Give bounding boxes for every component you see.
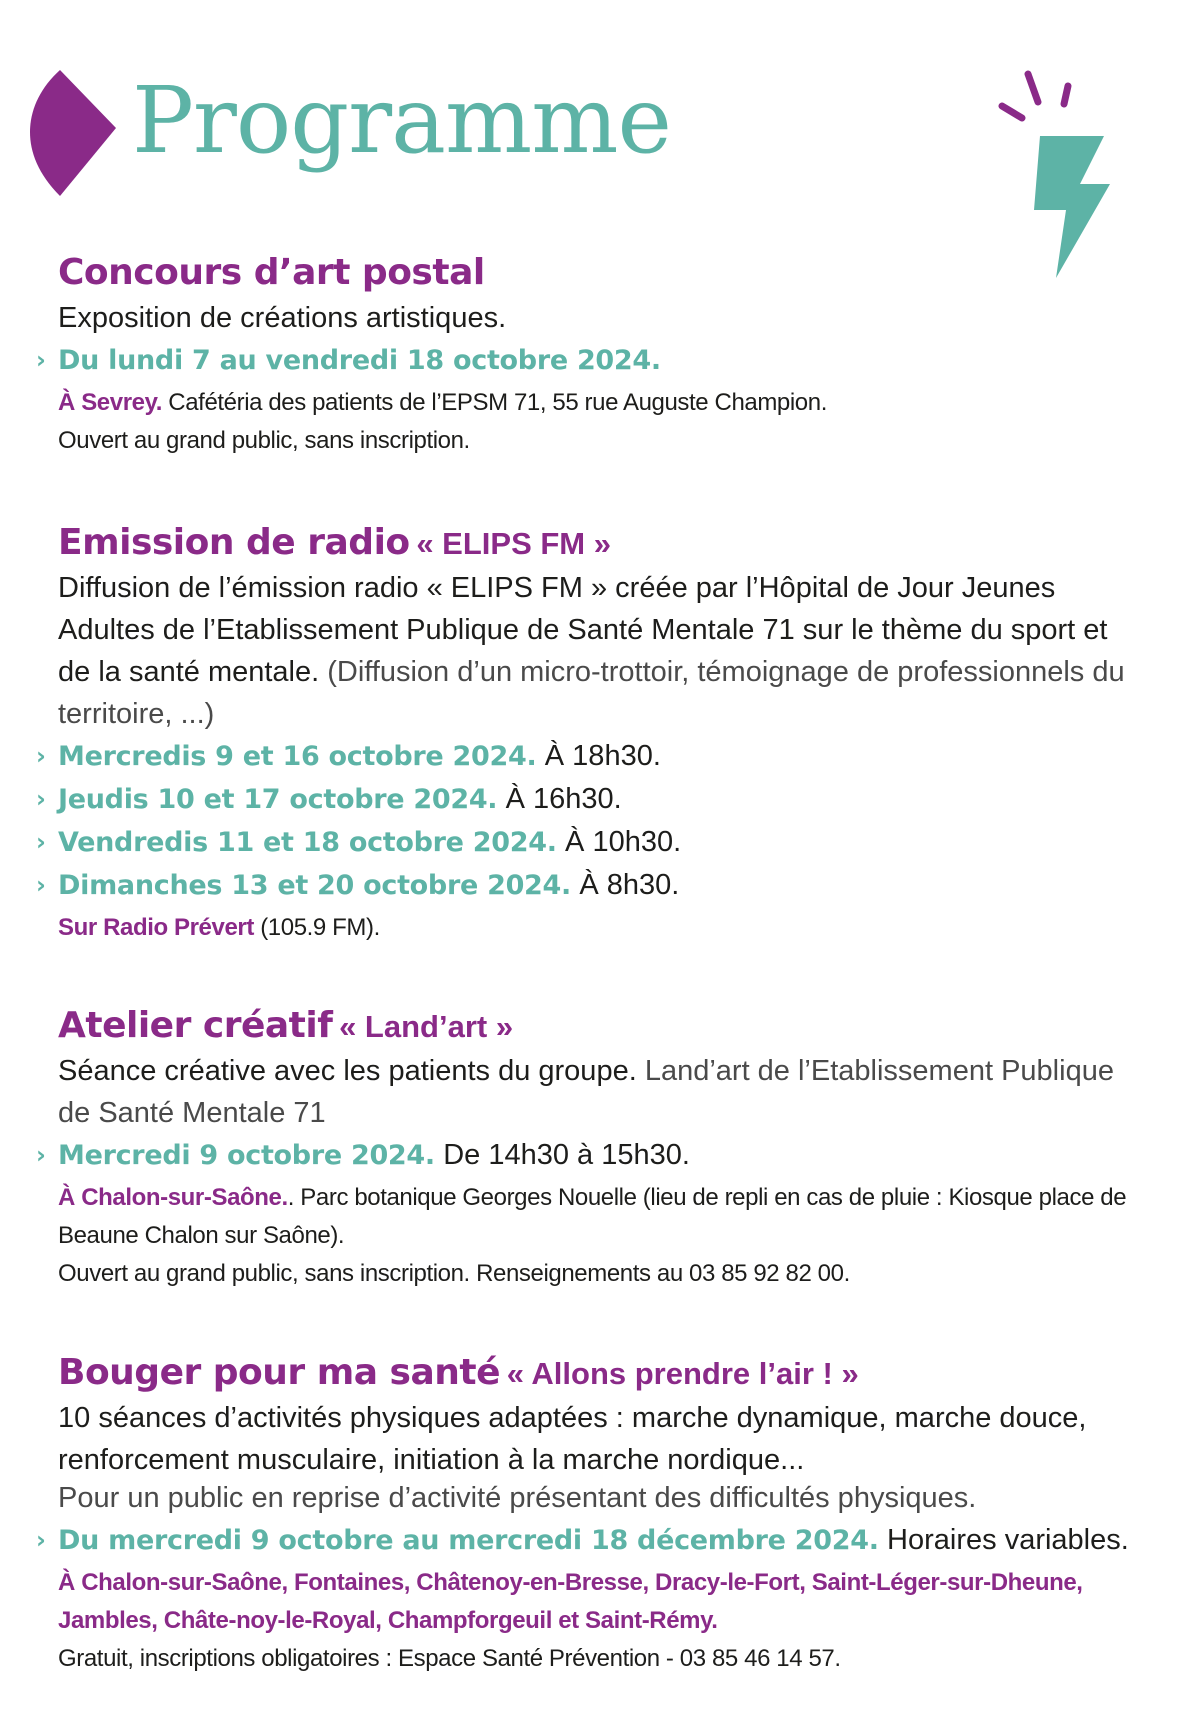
date-text: Du mercredi 9 octobre au mercredi 18 décembre 2024. xyxy=(58,1525,879,1556)
section-title xyxy=(58,1003,1146,1048)
location-detail: Cafétéria des patients de l’EPSM 71, 55 rue Auguste Champion. xyxy=(162,389,827,416)
date-text: Vendredis 11 et 18 octobre 2024. xyxy=(58,827,557,858)
section-description: 10 séances d’activités physiques adaptées : marche dynamique, marche douce, renforcement musculaire, initiation à la marche nordique... xyxy=(58,1402,1087,1476)
section-description: Exposition de créations artistiques. xyxy=(58,302,507,334)
date-text: Jeudis 10 et 17 octobre 2024. xyxy=(58,784,498,815)
location-highlight: À Sevrey. xyxy=(58,389,163,416)
location-detail: . Parc botanique Georges Nouelle (lieu de repli en cas de pluie : Kiosque place de Beaune Chalon sur Saône). xyxy=(58,1184,1127,1249)
date-text: Mercredis 9 et 16 octobre 2024. xyxy=(58,741,537,772)
location-highlight: À Chalon-sur-Saône. xyxy=(58,1184,288,1211)
time-text: Horaires variables. xyxy=(887,1524,1129,1556)
description-light: Land’art de l’Etablissement Publique de Santé Mentale 71 xyxy=(58,1055,1114,1129)
date-line xyxy=(36,864,1146,907)
date-text: Mercredi 9 octobre 2024. xyxy=(58,1140,435,1171)
section-concours-art-postal xyxy=(36,250,1146,460)
diamond-shape-icon xyxy=(30,70,120,200)
section-title-main: Bouger pour ma santé xyxy=(58,1352,501,1393)
date-line xyxy=(36,735,1146,778)
section-title xyxy=(58,520,1146,565)
section-subtitle: « ELIPS FM » xyxy=(416,526,611,561)
page-header xyxy=(0,0,1180,240)
time-text: À 10h30. xyxy=(565,826,682,858)
section-description: Diffusion de l’émission radio « ELIPS FM » créée par l’Hôpital de Jour Jeunes Adultes de l’Etablissement Publique de Santé Mentale 71 sur le thème du sport et de la santé mentale. (Diffusion d’un micro-trottoir, témoignage de professionnels du territoire, ...) xyxy=(58,572,1125,730)
arrow-icon: › xyxy=(36,871,46,899)
section-emission-radio xyxy=(36,520,1146,947)
places-list: À Chalon-sur-Saône, Fontaines, Châtenoy-en-Bresse, Dracy-le-Fort, Saint-Léger-sur-Dheune, Jambles, Châte-noy-le-Royal, Champforgeuil et Saint-Rémy. xyxy=(58,1569,1083,1634)
arrow-icon: › xyxy=(36,346,46,374)
location-line xyxy=(58,909,1146,947)
time-text: À 16h30. xyxy=(505,783,622,815)
location-highlight: Sur Radio Prévert xyxy=(58,914,254,941)
date-text: Dimanches 13 et 20 octobre 2024. xyxy=(58,870,571,901)
date-line xyxy=(36,821,1146,864)
date-line xyxy=(36,1134,1146,1177)
section-title-main: Emission de radio xyxy=(58,522,410,563)
section-atelier-creatif xyxy=(36,1003,1146,1293)
date-line xyxy=(36,778,1146,821)
arrow-icon: › xyxy=(36,785,46,813)
time-text: De 14h30 à 15h30. xyxy=(443,1139,690,1171)
arrow-icon: › xyxy=(36,1526,46,1554)
section-description: Séance créative avec les patients du groupe. Land’art de l’Etablissement Publique de Santé Mentale 71 xyxy=(58,1055,1114,1129)
arrow-icon: › xyxy=(36,742,46,770)
date-line xyxy=(36,1519,1146,1562)
section-description-light: Pour un public en reprise d’activité présentant des difficultés physiques. xyxy=(58,1482,977,1514)
section-bouger-pour-ma-sante xyxy=(36,1350,1146,1678)
arrow-icon: › xyxy=(36,828,46,856)
section-title xyxy=(58,1350,1146,1395)
time-text: À 8h30. xyxy=(579,869,680,901)
section-subtitle: « Allons prendre l’air ! » xyxy=(506,1356,859,1391)
lightning-bolt-icon xyxy=(998,70,1128,280)
time-text: À 18h30. xyxy=(544,740,661,772)
location-line xyxy=(58,384,1146,422)
date-line xyxy=(36,339,1146,382)
location-line xyxy=(58,1179,1146,1255)
description-light: (Diffusion d’un micro-trottoir, témoignage de professionnels du territoire, ...) xyxy=(58,656,1125,730)
date-text: Du lundi 7 au vendredi 18 octobre 2024. xyxy=(58,345,661,376)
places-line xyxy=(58,1564,1146,1640)
page-title: Programme xyxy=(132,67,671,174)
location-detail: (105.9 FM). xyxy=(253,914,380,941)
section-subtitle: « Land’art » xyxy=(339,1009,514,1044)
section-title-main: Atelier créatif xyxy=(58,1005,333,1046)
info-line: Ouvert au grand public, sans inscription. Renseignements au 03 85 92 82 00. xyxy=(58,1260,850,1287)
info-line: Gratuit, inscriptions obligatoires : Espace Santé Prévention - 03 85 46 14 57. xyxy=(58,1645,841,1672)
section-title-main: Concours d’art postal xyxy=(58,252,485,293)
info-line: Ouvert au grand public, sans inscription. xyxy=(58,427,470,454)
arrow-icon: › xyxy=(36,1141,46,1169)
section-title xyxy=(58,250,1146,295)
